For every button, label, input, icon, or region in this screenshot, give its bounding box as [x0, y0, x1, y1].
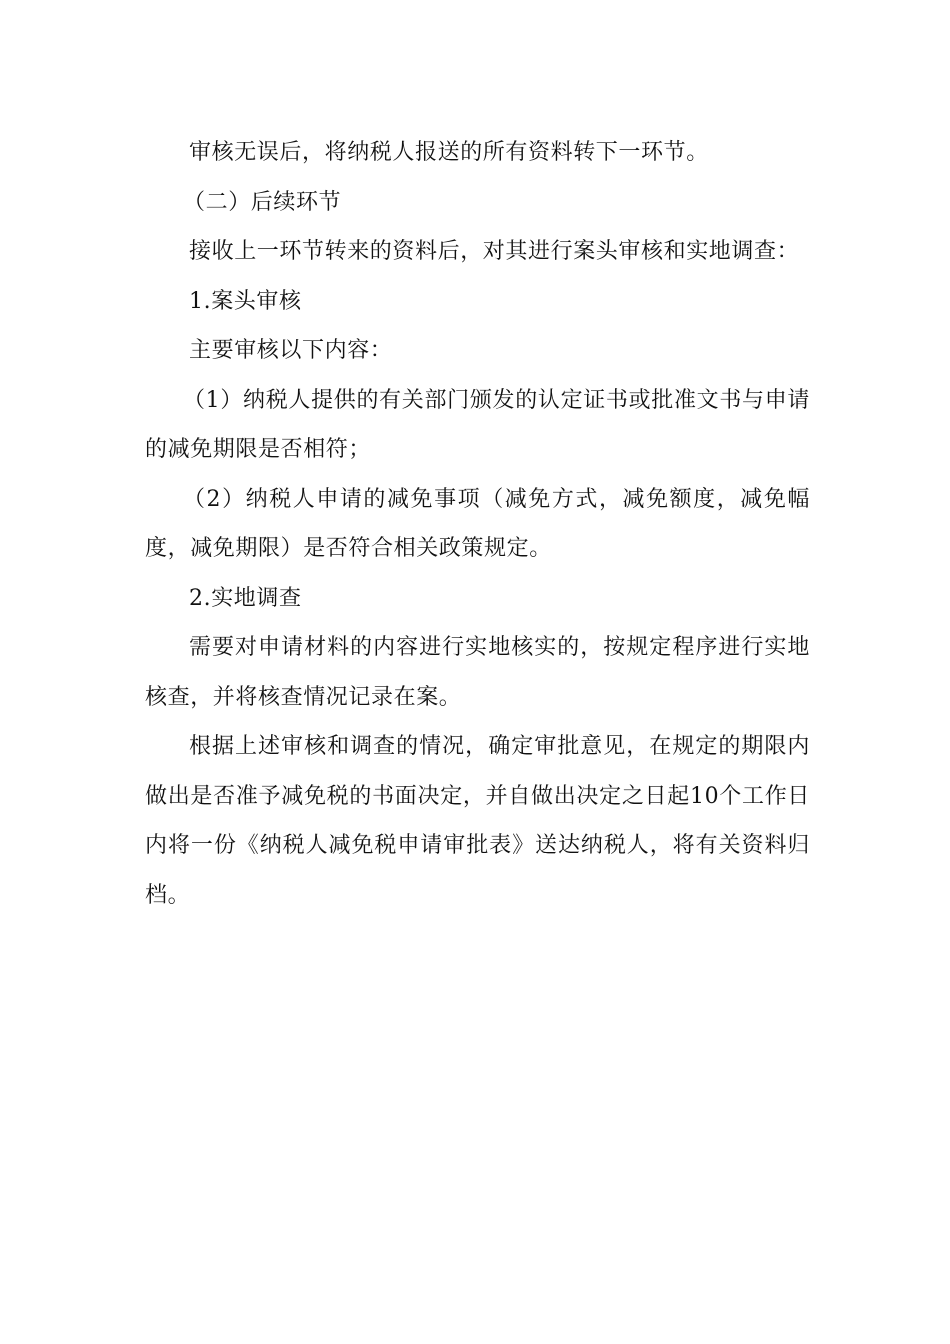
- section-heading-followup: （二）后续环节: [183, 189, 342, 215]
- list-item-2: （2）纳税人申请的减免事项（减免方式，减免额度，减免幅度，减免期限）是否符合相关政策规定。: [145, 486, 810, 561]
- paragraph-review-complete: 审核无误后，将纳税人报送的所有资料转下一环节。: [189, 140, 709, 165]
- paragraph-review-contents: 主要审核以下内容：: [189, 338, 393, 363]
- document-body: [145, 128, 810, 920]
- paragraph-approval-decision: 根据上述审核和调查的情况，确定审批意见，在规定的期限内做出是否准予减免税的书面决定，并自做出决定之日起10个工作日内将一份《纳税人减免税申请审批表》送达纳税人，将有关资料归档。: [145, 734, 810, 908]
- paragraph-field-verification: 需要对申请材料的内容进行实地核实的，按规定程序进行实地核查，并将核查情况记录在案。: [145, 635, 810, 710]
- paragraph-receive-materials: 接收上一环节转来的资料后，对其进行案头审核和实地调查：: [189, 239, 800, 264]
- list-item-1: （1）纳税人提供的有关部门颁发的认定证书或批准文书与申请的减免期限是否相符；: [145, 387, 810, 462]
- subheading-field-investigation: 2.实地调查: [189, 585, 302, 611]
- subheading-desk-review: 1.案头审核: [189, 288, 302, 314]
